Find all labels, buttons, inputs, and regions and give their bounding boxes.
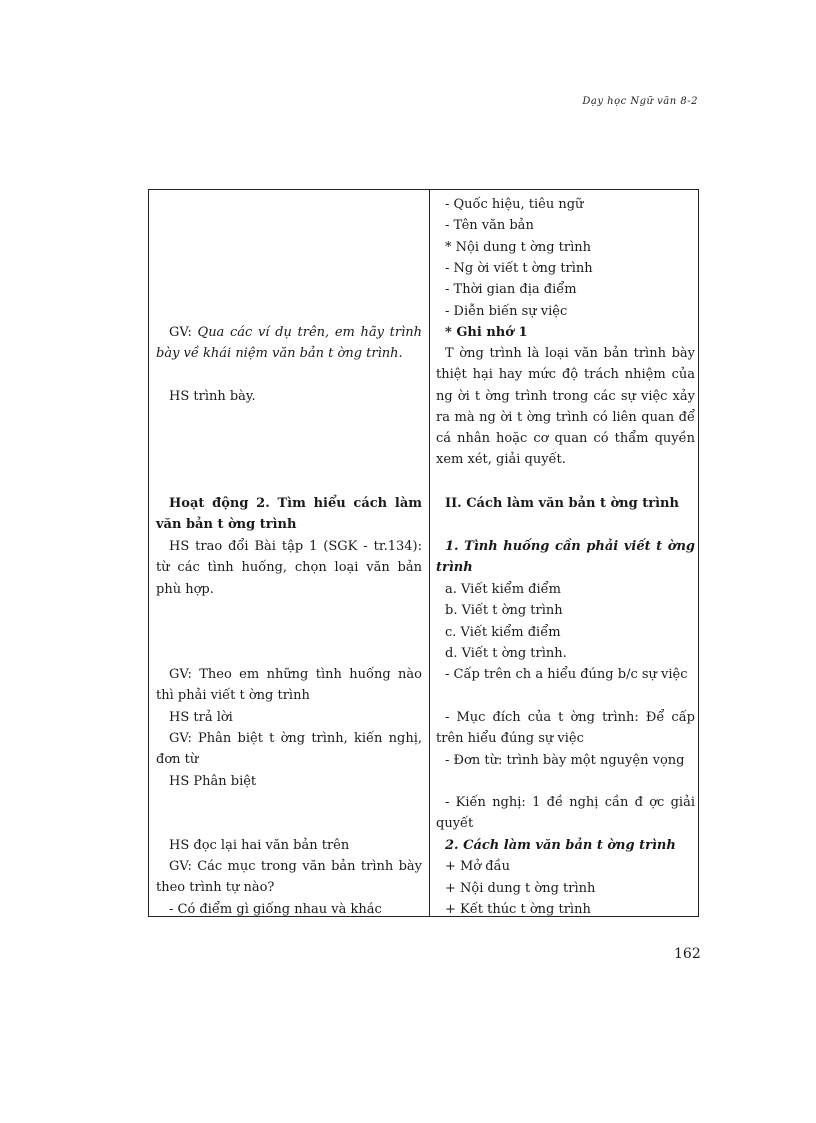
list-item: * Nội dung t ờng trình	[445, 240, 591, 255]
lesson-table	[148, 189, 699, 917]
part-item: + Mở đầu	[445, 859, 510, 874]
gv-order: GV: Các mục trong văn bản trình bày theo trình tự nào?	[156, 859, 422, 896]
subsection-2-heading: 2. Cách làm văn bản t ờng trình	[445, 838, 676, 853]
list-item: - Ng ời viết t ờng trình	[445, 261, 593, 276]
point-superior: - Cấp trên ch a hiểu đúng b/c sự việc	[445, 667, 688, 682]
hs-reread: HS đọc lại hai văn bản trên	[169, 838, 350, 853]
definition-paragraph: T ờng trình là loại văn bản trình bày thiệt hại hay mức độ trách nhiệm của ng ời t ờng trình trong các sự việc xảy ra mà ng ời t ờng trình có liên quan để cá nhân hoặc cơ quan có thẩm quyền xem xét, giải quyết.	[436, 346, 695, 468]
compare-question: - Có điểm gì giống nhau và khác	[169, 902, 382, 917]
part-item: + Kết thúc t ờng trình	[445, 902, 591, 917]
hs-answer: HS trả lời	[169, 710, 233, 725]
list-item: - Diễn biến sự việc	[445, 304, 568, 319]
hs-exercise: HS trao đổi Bài tập 1 (SGK - tr.134): từ các tình huống, chọn loại văn bản phù hợp.	[156, 539, 422, 597]
hs-distinguish: HS Phân biệt	[169, 774, 257, 789]
gv-question: GV: Qua các ví dụ trên, em hãy trình bày về khái niệm văn bản t ờng trình.	[156, 325, 422, 362]
option-item: d. Viết t ờng trình.	[445, 646, 567, 661]
point-purpose: - Mục đích của t ờng trình: Để cấp trên hiểu đúng sự việc	[436, 710, 695, 747]
option-item: c. Viết kiểm điểm	[445, 625, 561, 640]
running-header: Dạy học Ngữ văn 8-2	[582, 96, 698, 107]
list-item: - Tên văn bản	[445, 218, 534, 233]
page-number: 162	[674, 946, 701, 962]
ghi-nho-heading: * Ghi nhớ 1	[445, 325, 528, 340]
part-item: + Nội dung t ờng trình	[445, 881, 596, 896]
point-proposal: - Kiến nghị: 1 đề nghị cần đ ợc giải quyết	[436, 795, 695, 832]
section-2-heading: II. Cách làm văn bản t ờng trình	[445, 496, 679, 511]
option-item: a. Viết kiểm điểm	[445, 582, 561, 597]
gv-situation: GV: Theo em những tình huống nào thì phải viết t ờng trình	[156, 667, 422, 704]
list-item: - Thời gian địa điểm	[445, 282, 577, 297]
subsection-1-heading: 1. Tình huống cần phải viết t ờng trình	[436, 539, 695, 576]
gv-distinguish: GV: Phân biệt t ờng trình, kiến nghị, đơn từ	[156, 731, 422, 768]
list-item: - Quốc hiệu, tiêu ngữ	[445, 197, 584, 212]
point-petition: - Đơn từ: trình bày một nguyện vọng	[445, 753, 685, 768]
hs-present: HS trình bày.	[169, 389, 256, 404]
activity-2-heading: Hoạt động 2. Tìm hiểu cách làm văn bản t ờng trình	[156, 496, 422, 533]
column-divider	[429, 190, 430, 916]
option-item: b. Viết t ờng trình	[445, 603, 563, 618]
